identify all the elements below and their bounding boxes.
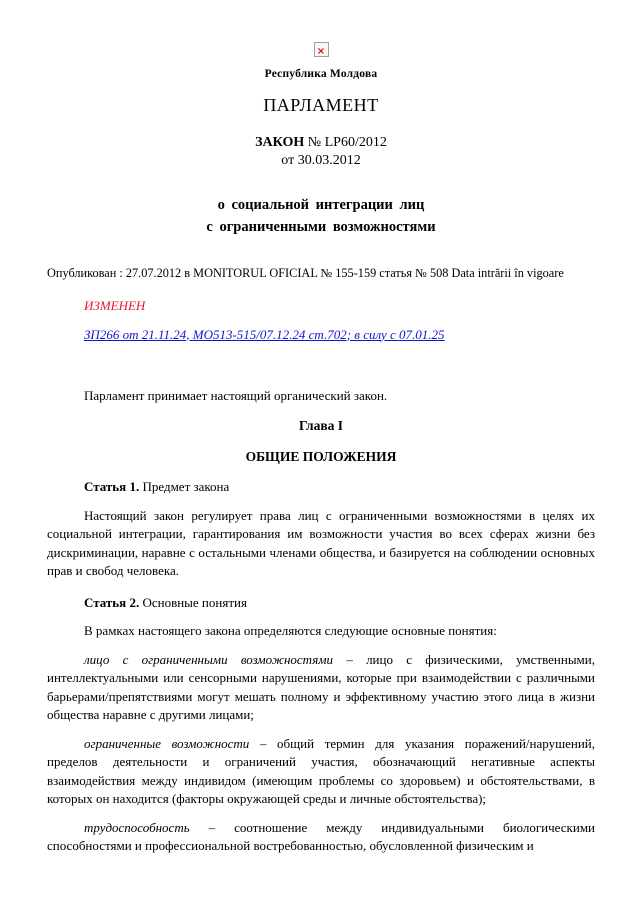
amendment-link-row bbox=[84, 327, 595, 343]
article-1-text: Настоящий закон регулирует права лиц с ограниченными возможностями в целях их социальной интеграции, гарантирования им возможности участия во всех сферах жизни без дискриминации, наравне с остальными членами общества, и базируется на соблюдении основных прав и свобод человека. bbox=[47, 507, 595, 579]
institution-name: ПАРЛАМЕНТ bbox=[263, 94, 379, 115]
header-icon-row bbox=[47, 40, 595, 57]
article-2-heading bbox=[47, 594, 595, 613]
broken-image-icon bbox=[314, 42, 329, 57]
broken-image-x-glyph: × bbox=[316, 45, 326, 57]
article-2-intro: В рамках настоящего закона определяются следующие основные понятия: bbox=[84, 623, 497, 639]
definition-person-with-disabilities bbox=[47, 651, 595, 725]
article-1-label: Статья 1. bbox=[84, 479, 140, 495]
intro-paragraph: Парламент принимает настоящий органический закон. bbox=[84, 387, 388, 403]
article-2-title: Основные понятия bbox=[139, 594, 247, 610]
country-name: Республика Молдова bbox=[264, 67, 378, 80]
definition-text-2: – общий термин для указания поражений/нарушений, пределов деятельности и ограничений участия, обозначающий негативные аспекты взаимодействия между индивидом (имеющим проблемы со здоровьем) и обстоятельствами, в которых он находится (факторы окружающей среды и личные обстоятельства); bbox=[47, 735, 595, 807]
publication-info: Опубликован : 27.07.2012 в MONITORUL OFICIAL № 155-159 статья № 508 Data intrării în vigoare bbox=[47, 265, 564, 280]
definition-term-1: лицо с ограниченными возможностями bbox=[84, 651, 334, 667]
amendment-status: ИЗМЕНЕН bbox=[84, 297, 146, 313]
definition-disabilities bbox=[47, 735, 595, 809]
amendment-link[interactable]: ЗП266 от 21.11.24, МО513-515/07.12.24 ст.702; в силу с 07.01.25 bbox=[84, 326, 445, 342]
article-1-heading bbox=[47, 478, 595, 497]
chapter-title: ОБЩИЕ ПОЛОЖЕНИЯ bbox=[245, 449, 397, 465]
chapter-number: Глава I bbox=[298, 418, 344, 434]
document-title-line2: с ограниченными возможностями bbox=[206, 218, 436, 235]
definition-work-capacity bbox=[47, 819, 595, 856]
definition-text-3: – соотношение между индивидуальными биологическими способностями и профессиональной востребованностью, обусловленной физическим и bbox=[47, 819, 595, 854]
law-label: ЗАКОН bbox=[255, 134, 305, 150]
law-number: № LP60/2012 bbox=[304, 134, 387, 150]
document-title bbox=[47, 194, 595, 238]
definition-term-3: трудоспособность bbox=[84, 819, 190, 835]
article-2-label: Статья 2. bbox=[84, 594, 140, 610]
article-1-title: Предмет закона bbox=[139, 479, 230, 495]
definition-term-2: ограниченные возможности bbox=[84, 735, 250, 751]
document-title-line1: о социальной интеграции лиц bbox=[217, 196, 425, 213]
law-number-line bbox=[47, 135, 595, 151]
law-date: от 30.03.2012 bbox=[281, 152, 361, 168]
definition-text-1: – лицо с физическими, умственными, интеллектуальными или сенсорными нарушениями, которые при взаимодействии с различными барьерами/препятствиями могут мешать полному и эффективному участию этого лица в жизни общества наравне с другими лицами; bbox=[47, 651, 595, 723]
